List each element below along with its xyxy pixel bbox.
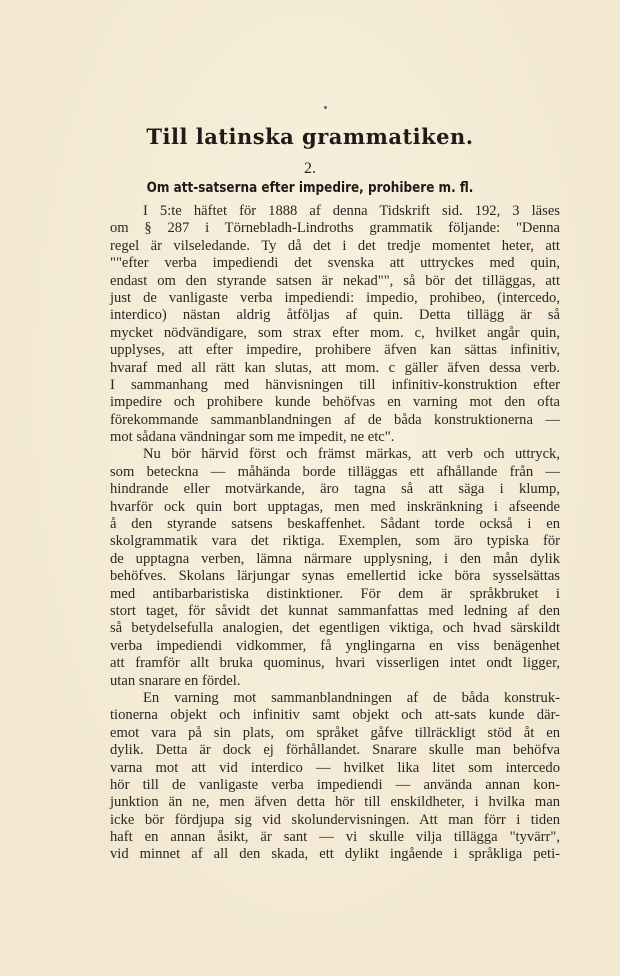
text-line: dylik. Detta är dock ej förhållandet. Snarare skulle man behöfva — [110, 742, 560, 759]
text-line: mot sådana vändningar som me impedit, ne etc". — [110, 429, 395, 446]
page-title: Till latinska grammatiken. — [146, 124, 474, 149]
text-line: Nu bör härvid först och främst märkas, att verb och uttryck, — [143, 446, 560, 463]
text-line: I 5:te häftet för 1888 af denna Tidskrift sid. 192, 3 läses — [143, 203, 560, 219]
text-line: hindrande eller motvärkande, äro tagna så att säga i klump, — [110, 481, 560, 498]
text-line: stort taget, för såvidt det kunnat sammanfattas med ledning af den — [110, 602, 560, 619]
text-line: I sammanhang med hänvisningen till infinitiv-konstruktion efter — [110, 376, 560, 393]
text-line: varna mot att vid interdico — hvilket lika litet som intercedo — [110, 759, 560, 776]
section-title: Om att-satserna efter impedire, prohibere m. fl. — [146, 180, 474, 196]
text-line: hör till de vanligaste verba impediendi — använda annan kon- — [110, 776, 560, 793]
text-line: utan snarare en fördel. — [110, 672, 241, 689]
text-line: förekommande sammanblandningen af de båda konstruktionerna — — [110, 411, 560, 428]
text-line: skolgrammatik vara det riktiga. Exemplen, som äro typiska för — [110, 533, 560, 550]
text-line: interdico) nästan aldrig åtföljas af quin. Detta tillägg är så — [110, 307, 560, 324]
text-line: verba impediendi vidkommer, få ynglingarna en viss benägenhet — [110, 637, 560, 654]
body-text — [110, 203, 560, 864]
print-mark — [324, 106, 327, 109]
text-line: att framför allt bruka quominus, hvari visserligen intet ondt ligger, — [110, 655, 560, 672]
text-line: icke bör fördjupa sig vid skolundervisningen. Att man förr i tiden — [110, 811, 560, 828]
text-line: mycket nödvändigare, som strax efter mom. c, hvilket angår quin, — [110, 324, 560, 341]
text-line: så betydelsefulla analogien, det egentligen viktiga, och hvad särskildt — [110, 620, 560, 637]
text-line: ""efter verba impediendi det svenska att uttryckes med quin, — [110, 255, 560, 272]
text-line: tionerna objekt och infinitiv samt objekt och att-sats kunde där- — [110, 707, 560, 724]
text-line: endast om den styrande satsen är nekad"", så bör det tilläggas, att — [110, 272, 560, 289]
text-line: upplyses, att efter impedire, prohibere äfven kan sättas infinitiv, — [110, 342, 560, 359]
text-line: hvarför ock quin bort upptagas, men med inskränkning i afseende — [110, 498, 560, 515]
text-line: med antibarbaristiska distinktioner. För dem är språkbruket i — [110, 585, 560, 602]
text-line: behöfves. Skolans lärjungar synas emellertid icke böra sysselsättas — [110, 568, 560, 585]
text-line: vid minnet af all den skada, ett dylikt ingående i språkliga peti- — [110, 846, 560, 863]
text-line: impedire och prohibere kunde behöfvas en varning mot den ofta — [110, 394, 560, 411]
text-line: junktion än ne, men äfven detta hör till enskildheter, i hvilka man — [110, 794, 560, 811]
text-line: som betecknа — måhända borde tilläggas ett afhållande från — — [110, 463, 560, 480]
text-line: haft en annan åsikt, är sant — vi skulle vilja tillägga "tyvärr", — [110, 829, 560, 846]
section-number: 2. — [304, 160, 316, 177]
text-line: om § 287 i Törnebladh-Lindroths grammatik följande: "Denna — [110, 220, 560, 237]
text-line: just de vanligaste verba impediendi: impedio, prohibeo, (intercedo, — [110, 289, 560, 306]
text-line: de upptagna verben, lämna närmare upplysning, i den mån dylik — [110, 550, 560, 567]
text-line: regel är vilseledande. Ty då det i det tredje momentet heter, att — [110, 237, 560, 254]
text-line: En varning mot sammanblandningen af de båda konstruk- — [143, 689, 560, 706]
text-line: emot vara på sin plats, om språket gåfve tillräckligt stöd åt en — [110, 724, 560, 741]
text-line: å den styrande satsens beskaffenhet. Sådant torde också i en — [110, 516, 560, 533]
text-line: hvaraf med all rätt kan slutas, att mom. c gäller äfven dessa verb. — [110, 359, 560, 376]
